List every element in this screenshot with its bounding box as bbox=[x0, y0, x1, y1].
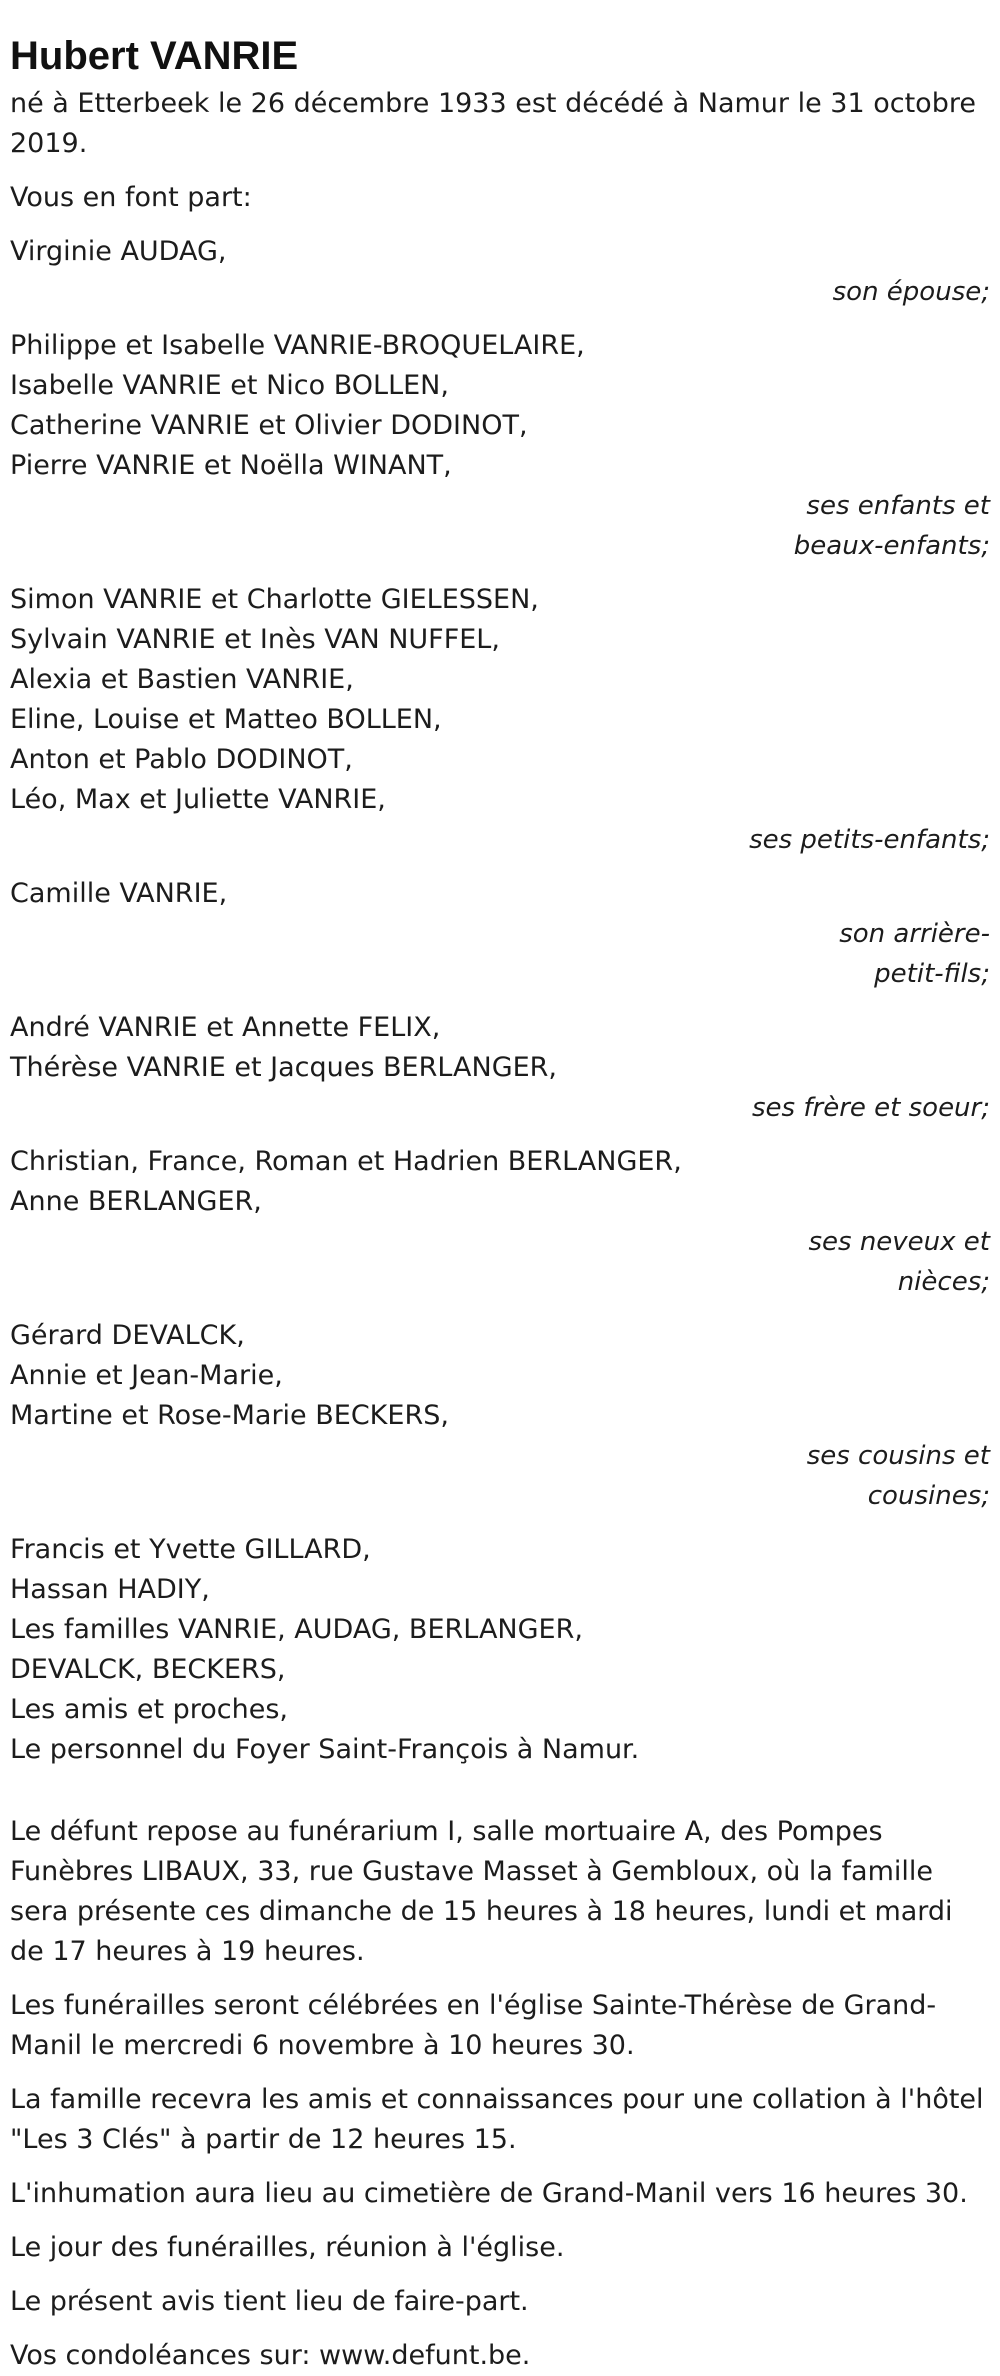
mourner-name: André VANRIE et Annette FELIX, bbox=[10, 1012, 441, 1043]
detail-paragraph: Le défunt repose au funérarium I, salle mortuaire A, des Pompes Funèbres LIBAUX, 33, rue Gustave Masset à Gembloux, où la famille sera présente ces dimanche de 15 heures à 18 heures, lundi et mardi de 17 heures à 19 heures. bbox=[10, 1816, 953, 1967]
mourner-name: Virginie AUDAG, bbox=[10, 236, 227, 267]
family-groups bbox=[10, 232, 990, 1516]
group-names bbox=[10, 232, 990, 272]
group-names bbox=[10, 1008, 990, 1088]
group-names bbox=[10, 326, 990, 486]
family-group bbox=[10, 326, 990, 566]
mourner-name: Philippe et Isabelle VANRIE-BROQUELAIRE, bbox=[10, 330, 585, 361]
mourner-name: Gérard DEVALCK, bbox=[10, 1320, 245, 1351]
relationship-label: son arrière-petit-fils; bbox=[839, 919, 990, 989]
section-spacer bbox=[10, 1770, 990, 1812]
detail-paragraph: Les funérailles seront célébrées en l'église Sainte-Thérèse de Grand-Manil le mercredi 6 novembre à 10 heures 30. bbox=[10, 1990, 937, 2061]
detail-paragraph: Le présent avis tient lieu de faire-part. bbox=[10, 2286, 529, 2317]
relationship-label: ses neveux et nièces; bbox=[808, 1227, 990, 1297]
birth-death-line: né à Etterbeek le 26 décembre 1933 est décédé à Namur le 31 octobre 2019. bbox=[10, 88, 976, 159]
group-names bbox=[10, 874, 990, 914]
relationship-label: ses frère et soeur; bbox=[752, 1093, 990, 1123]
group-names bbox=[10, 1142, 990, 1222]
detail-paragraph: Vos condoléances sur: www.defunt.be. bbox=[10, 2340, 531, 2371]
mourner-name: Hassan HADIY, bbox=[10, 1574, 210, 1605]
mourner-name: Thérèse VANRIE et Jacques BERLANGER, bbox=[10, 1052, 558, 1083]
relationship-label: ses petits-enfants; bbox=[749, 825, 990, 855]
mourner-name: Eline, Louise et Matteo BOLLEN, bbox=[10, 704, 442, 735]
detail-paragraph: La famille recevra les amis et connaissances pour une collation à l'hôtel "Les 3 Clés" à partir de 12 heures 15. bbox=[10, 2084, 984, 2155]
mourner-name: Francis et Yvette GILLARD, bbox=[10, 1534, 371, 1565]
group-names bbox=[10, 1316, 990, 1436]
group-names bbox=[10, 580, 990, 820]
mourner-name: Simon VANRIE et Charlotte GIELESSEN, bbox=[10, 584, 539, 615]
intro-line: Vous en font part: bbox=[10, 182, 252, 213]
relationship-label: ses cousins et cousines; bbox=[806, 1441, 990, 1511]
relationship-label: son épouse; bbox=[832, 277, 990, 307]
family-group bbox=[10, 1008, 990, 1128]
mourner-name: Léo, Max et Juliette VANRIE, bbox=[10, 784, 386, 815]
family-group bbox=[10, 874, 990, 994]
mourner-name: Anton et Pablo DODINOT, bbox=[10, 744, 353, 775]
mourner-name: Les familles VANRIE, AUDAG, BERLANGER, bbox=[10, 1614, 583, 1645]
deceased-name: Hubert VANRIE bbox=[10, 34, 299, 78]
detail-paragraph: L'inhumation aura lieu au cimetière de Grand-Manil vers 16 heures 30. bbox=[10, 2178, 968, 2209]
mourner-name: DEVALCK, BECKERS, bbox=[10, 1654, 286, 1685]
mourner-name: Pierre VANRIE et Noëlla WINANT, bbox=[10, 450, 452, 481]
family-group bbox=[10, 1316, 990, 1516]
family-group bbox=[10, 232, 990, 312]
detail-paragraph: Le jour des funérailles, réunion à l'église. bbox=[10, 2232, 565, 2263]
mourner-name: Camille VANRIE, bbox=[10, 878, 228, 909]
funeral-details bbox=[10, 1812, 990, 2376]
mourner-name: Sylvain VANRIE et Inès VAN NUFFEL, bbox=[10, 624, 500, 655]
mourner-name: Catherine VANRIE et Olivier DODINOT, bbox=[10, 410, 528, 441]
mourner-name: Alexia et Bastien VANRIE, bbox=[10, 664, 354, 695]
relationship-label: ses enfants et beaux-enfants; bbox=[793, 491, 990, 561]
mourner-name: Martine et Rose-Marie BECKERS, bbox=[10, 1400, 449, 1431]
mourner-name: Les amis et proches, bbox=[10, 1694, 288, 1725]
mourner-name: Christian, France, Roman et Hadrien BERLANGER, bbox=[10, 1146, 682, 1177]
mourner-name: Anne BERLANGER, bbox=[10, 1186, 262, 1217]
other-mourners bbox=[10, 1530, 990, 1770]
family-group bbox=[10, 1142, 990, 1302]
family-group bbox=[10, 580, 990, 860]
mourner-name: Le personnel du Foyer Saint-François à Namur. bbox=[10, 1734, 640, 1765]
mourner-name: Annie et Jean-Marie, bbox=[10, 1360, 283, 1391]
mourner-name: Isabelle VANRIE et Nico BOLLEN, bbox=[10, 370, 449, 401]
